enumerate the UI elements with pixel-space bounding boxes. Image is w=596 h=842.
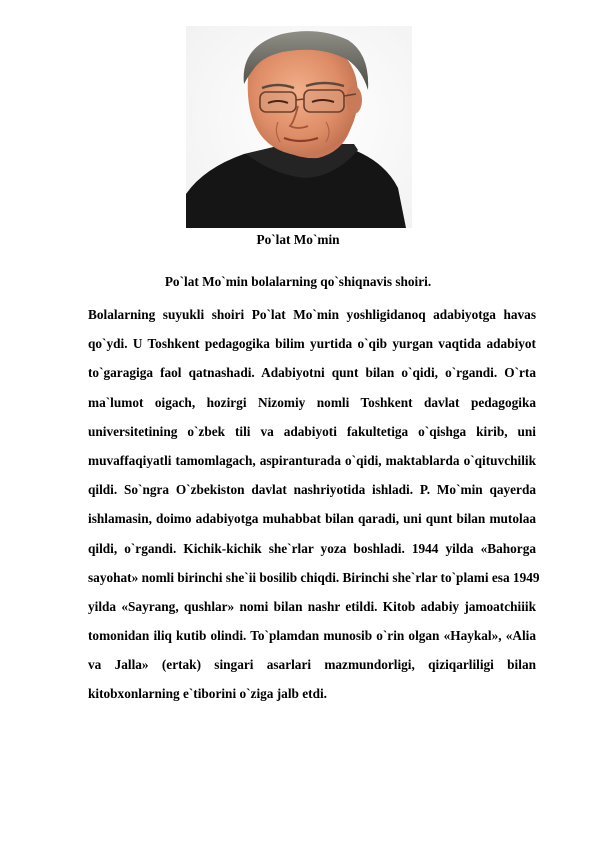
paragraph-line: to`garagiga faol qatnashadi. Adabiyotni qunt bilan o`qidi, o`rgandi. O`rta [88, 365, 536, 381]
portrait-image [186, 26, 412, 228]
paragraph-line: qildi. So`ngra O`zbekiston davlat nashriyotida ishladi. P. Mo`min qayerda [88, 482, 536, 498]
author-portrait-photo [186, 26, 412, 228]
paragraph-line: qo`ydi. U Toshkent pedagogika bilim yurtida o`qib yurgan vaqtida adabiyot [88, 336, 536, 352]
paragraph-line: va Jalla» (ertak) singari asarlari mazmundorligi, qiziqarliligi bilan [88, 657, 536, 673]
paragraph-line: muvaffaqiyatli tamomlagach, aspiranturada o`qidi, maktablarda o`qituvchilik [88, 452, 536, 468]
paragraph-line: Bolalarning suyukli shoiri Po`lat Mo`min yoshligidanoq adabiyotga havas [88, 307, 536, 322]
paragraph-line: ishlamasin, doimo adabiyotga muhabbat bilan qaradi, uni qunt bilan mutolaa [88, 511, 536, 527]
paragraph-line: sayohat» nomli birinchi she`ii bosilib chiqdi. Birinchi she`rlar to`plami esa 1949 [88, 569, 540, 585]
paragraph-line: universitetining o`zbek tili va adabiyoti fakultetiga o`qishga kirib, uni [88, 423, 536, 439]
photo-caption: Po`lat Mo`min [256, 232, 340, 247]
paragraph-line: ma`lumot oigach, hozirgi Nizomiy nomli Toshkent davlat pedagogika [88, 394, 536, 410]
paragraph-line: yilda «Sayrang, qushlar» nomi bilan nashr etildi. Kitob adabiy jamoatchiiik [88, 598, 536, 614]
lead-sentence: Po`lat Mo`min bolalarning qo`shiqnavis shoiri. [164, 274, 432, 289]
paragraph-line: kitobxonlarning e`tiborini o`ziga jalb etdi. [88, 686, 327, 702]
paragraph-line: tomonidan iliq kutib olindi. To`plamdan munosib o`rin olgan «Haykal», «Alia [88, 628, 536, 644]
biography-paragraph [88, 300, 540, 709]
paragraph-line: qildi, o`rgandi. Kichik-kichik she`rlar yoza boshladi. 1944 yilda «Bahorga [88, 540, 536, 556]
